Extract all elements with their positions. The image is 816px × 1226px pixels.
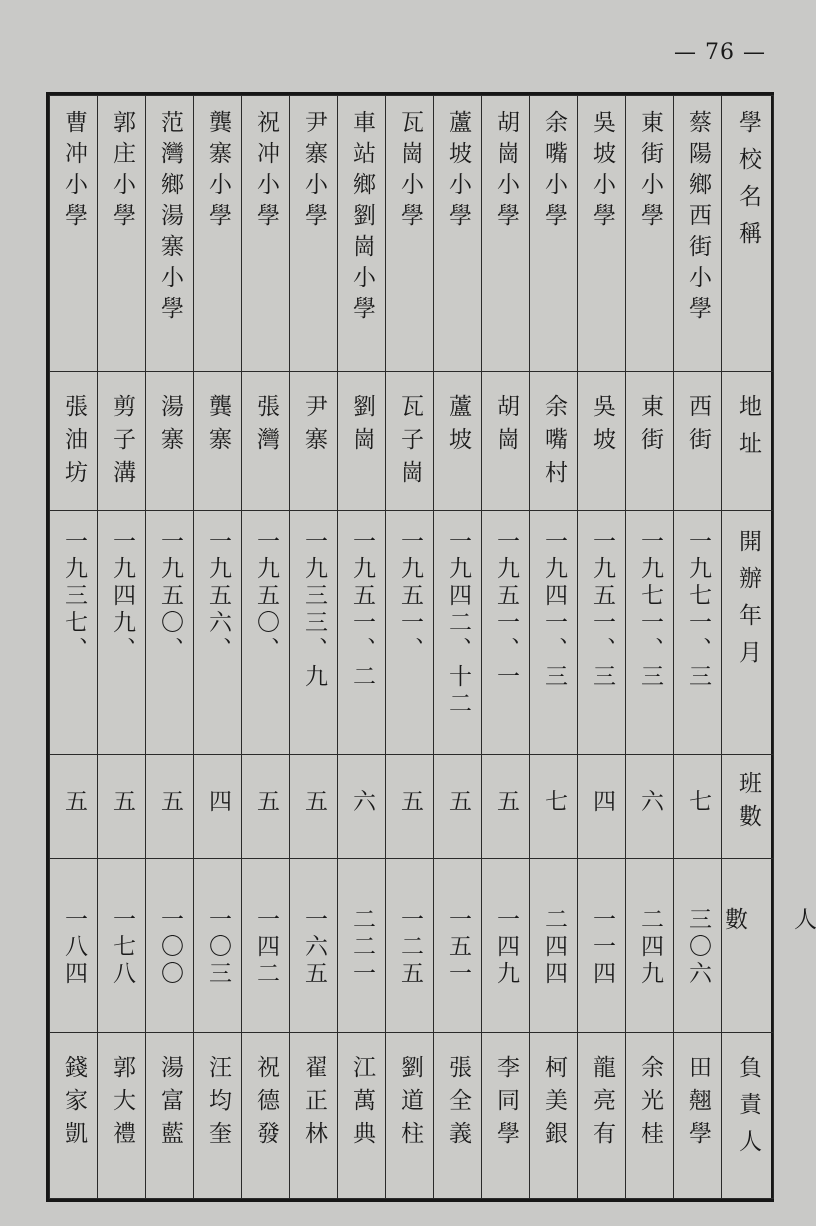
cell-people — [434, 858, 482, 1033]
people-text: 二四九 — [637, 906, 663, 988]
cell-address — [242, 371, 290, 510]
classes-text: 五 — [109, 788, 135, 820]
cell-address — [146, 371, 194, 510]
address-text: 吳坡 — [589, 393, 615, 460]
name-text: 范灣鄉湯寨小學 — [157, 110, 183, 327]
classes-text: 七 — [685, 788, 711, 820]
cell-classes — [626, 754, 674, 858]
address-text: 余嘴村 — [541, 393, 567, 493]
cell-people — [290, 858, 338, 1033]
cell-head — [146, 1033, 194, 1199]
people-text: 一〇三 — [205, 906, 231, 988]
classes-text: 六 — [637, 788, 663, 820]
cell-name — [626, 96, 674, 372]
cell-people — [146, 858, 194, 1033]
cell-head — [386, 1033, 434, 1199]
cell-head — [338, 1033, 386, 1199]
year-text: 一九五一、二 — [349, 529, 375, 692]
name-text: 曹冲小學 — [61, 110, 87, 234]
cell-address — [530, 371, 578, 510]
address-text: 蘆坡 — [445, 393, 471, 460]
name-text: 龔寨小學 — [205, 110, 231, 234]
school-table — [46, 92, 816, 1202]
cell-year — [530, 511, 578, 754]
cell-head — [290, 1033, 338, 1199]
head-text: 田翹學 — [685, 1055, 711, 1155]
cell-year — [626, 511, 674, 754]
year-text: 一九四一、三 — [541, 529, 567, 692]
people-text: 一八四 — [61, 906, 87, 988]
cell-name — [242, 96, 290, 372]
cell-classes — [50, 754, 98, 858]
year-text: 一九五一、一 — [493, 529, 519, 692]
head-text: 劉道柱 — [397, 1055, 423, 1155]
head-text: 錢家凱 — [61, 1055, 87, 1155]
cell-name — [50, 96, 98, 372]
cell-year — [290, 511, 338, 754]
cell-name — [146, 96, 194, 372]
cell-head — [50, 1033, 98, 1199]
cell-year — [242, 511, 290, 754]
cell-year — [434, 511, 482, 754]
address-text: 劉崗 — [349, 393, 375, 460]
cell-year — [578, 511, 626, 754]
cell-people — [338, 858, 386, 1033]
year-text: 一九五一、 — [397, 529, 423, 665]
row-address — [50, 371, 774, 510]
cell-name — [578, 96, 626, 372]
address-text: 東街 — [637, 393, 663, 460]
name-text: 車站鄉劉崗小學 — [349, 110, 375, 327]
cell-address — [194, 371, 242, 510]
cell-classes — [242, 754, 290, 858]
people-text: 一四九 — [493, 906, 519, 988]
cell-people — [482, 858, 530, 1033]
cell-year — [482, 511, 530, 754]
cell-name — [98, 96, 146, 372]
address-text: 尹寨 — [301, 393, 327, 460]
name-text: 祝冲小學 — [253, 110, 279, 234]
people-text: 二四四 — [541, 906, 567, 988]
cell-name — [674, 96, 722, 372]
header-classes-text: 班數 — [735, 771, 761, 838]
name-text: 郭庄小學 — [109, 110, 135, 234]
classes-text: 六 — [349, 788, 375, 820]
people-text: 三〇六 — [685, 906, 711, 988]
cell-head — [434, 1033, 482, 1199]
cell-head — [626, 1033, 674, 1199]
cell-classes — [338, 754, 386, 858]
cell-address — [50, 371, 98, 510]
address-text: 龔寨 — [205, 393, 231, 460]
people-text: 一一四 — [589, 906, 615, 988]
header-head — [722, 1033, 774, 1199]
classes-text: 五 — [445, 788, 471, 820]
address-text: 剪子溝 — [109, 393, 135, 493]
cell-address — [434, 371, 482, 510]
classes-text: 七 — [541, 788, 567, 820]
address-text: 瓦子崗 — [397, 393, 423, 493]
head-text: 翟正林 — [301, 1055, 327, 1155]
people-text: 一五一 — [445, 906, 471, 988]
cell-name — [434, 96, 482, 372]
head-text: 李同學 — [493, 1055, 519, 1155]
head-text: 汪均奎 — [205, 1055, 231, 1155]
header-people-text: 人 數 — [721, 906, 816, 944]
cell-people — [626, 858, 674, 1033]
cell-name — [386, 96, 434, 372]
cell-address — [386, 371, 434, 510]
address-text: 西街 — [685, 393, 711, 460]
year-text: 一九五〇、 — [157, 529, 183, 665]
head-text: 余光桂 — [637, 1055, 663, 1155]
name-text: 吳坡小學 — [589, 110, 615, 234]
cell-head — [194, 1033, 242, 1199]
head-text: 龍亮有 — [589, 1055, 615, 1155]
cell-name — [290, 96, 338, 372]
header-head-text: 負責人 — [735, 1055, 761, 1167]
cell-head — [242, 1033, 290, 1199]
cell-people — [386, 858, 434, 1033]
cell-address — [338, 371, 386, 510]
name-text: 東街小學 — [637, 110, 663, 234]
classes-text: 四 — [205, 788, 231, 820]
people-text: 一〇〇 — [157, 906, 183, 988]
year-text: 一九三七、 — [61, 529, 87, 665]
header-address — [722, 371, 774, 510]
cell-head — [578, 1033, 626, 1199]
row-student-count — [50, 858, 774, 1033]
year-text: 一九七一、三 — [637, 529, 663, 692]
cell-classes — [386, 754, 434, 858]
header-classes — [722, 754, 774, 858]
cell-head — [530, 1033, 578, 1199]
people-text: 一四二 — [253, 906, 279, 988]
header-name-text: 學校名稱 — [735, 110, 761, 258]
head-text: 郭大禮 — [109, 1055, 135, 1155]
head-text: 張全義 — [445, 1055, 471, 1155]
classes-text: 五 — [301, 788, 327, 820]
people-text: 一二五 — [397, 906, 423, 988]
cell-head — [482, 1033, 530, 1199]
head-text: 祝德發 — [253, 1055, 279, 1155]
cell-name — [338, 96, 386, 372]
cell-year — [98, 511, 146, 754]
year-text: 一九七一、三 — [685, 529, 711, 692]
header-name — [722, 96, 774, 372]
name-text: 瓦崗小學 — [397, 110, 423, 234]
cell-people — [50, 858, 98, 1033]
page-number: — 76 — — [674, 40, 766, 65]
cell-people — [674, 858, 722, 1033]
classes-text: 五 — [253, 788, 279, 820]
cell-name — [194, 96, 242, 372]
cell-classes — [290, 754, 338, 858]
address-text: 張灣 — [253, 393, 279, 460]
cell-year — [338, 511, 386, 754]
cell-classes — [578, 754, 626, 858]
classes-text: 五 — [397, 788, 423, 820]
address-text: 湯寨 — [157, 393, 183, 460]
cell-address — [674, 371, 722, 510]
cell-classes — [194, 754, 242, 858]
cell-address — [578, 371, 626, 510]
cell-people — [242, 858, 290, 1033]
cell-year — [386, 511, 434, 754]
header-people — [721, 858, 816, 1033]
cell-address — [482, 371, 530, 510]
cell-classes — [98, 754, 146, 858]
classes-text: 四 — [589, 788, 615, 820]
name-text: 尹寨小學 — [301, 110, 327, 234]
people-text: 一七八 — [109, 906, 135, 988]
cell-classes — [482, 754, 530, 858]
cell-people — [578, 858, 626, 1033]
year-text: 一九五一、三 — [589, 529, 615, 692]
cell-year — [146, 511, 194, 754]
row-school-name — [50, 96, 774, 372]
address-text: 張油坊 — [61, 393, 87, 493]
name-text: 胡崗小學 — [493, 110, 519, 234]
head-text: 柯美銀 — [541, 1055, 567, 1155]
cell-head — [98, 1033, 146, 1199]
cell-year — [194, 511, 242, 754]
year-text: 一九四九、 — [109, 529, 135, 665]
head-text: 江萬典 — [349, 1055, 375, 1155]
cell-classes — [146, 754, 194, 858]
address-text: 胡崗 — [493, 393, 519, 460]
classes-text: 五 — [493, 788, 519, 820]
name-text: 蘆坡小學 — [445, 110, 471, 234]
classes-text: 五 — [61, 788, 87, 820]
head-text: 湯富藍 — [157, 1055, 183, 1155]
cell-year — [50, 511, 98, 754]
cell-classes — [434, 754, 482, 858]
cell-classes — [530, 754, 578, 858]
year-text: 一九三三、九 — [301, 529, 327, 692]
name-text: 余嘴小學 — [541, 110, 567, 234]
cell-people — [194, 858, 242, 1033]
year-text: 一九五六、 — [205, 529, 231, 665]
cell-address — [290, 371, 338, 510]
cell-year — [674, 511, 722, 754]
name-text: 蔡陽鄉西街小學 — [685, 110, 711, 327]
header-address-text: 地址 — [735, 393, 761, 468]
cell-head — [674, 1033, 722, 1199]
cell-classes — [674, 754, 722, 858]
people-text: 二二一 — [349, 906, 375, 988]
cell-people — [530, 858, 578, 1033]
people-text: 一六五 — [301, 906, 327, 988]
classes-text: 五 — [157, 788, 183, 820]
row-head-person — [50, 1033, 774, 1199]
year-text: 一九五〇、 — [253, 529, 279, 665]
header-year-text: 開辦年月 — [735, 529, 761, 678]
cell-address — [98, 371, 146, 510]
cell-name — [482, 96, 530, 372]
header-year — [722, 511, 774, 754]
cell-name — [530, 96, 578, 372]
row-class-count — [50, 754, 774, 858]
year-text: 一九四二、十二 — [445, 529, 471, 719]
cell-address — [626, 371, 674, 510]
cell-people — [98, 858, 146, 1033]
row-start-date — [50, 511, 774, 754]
